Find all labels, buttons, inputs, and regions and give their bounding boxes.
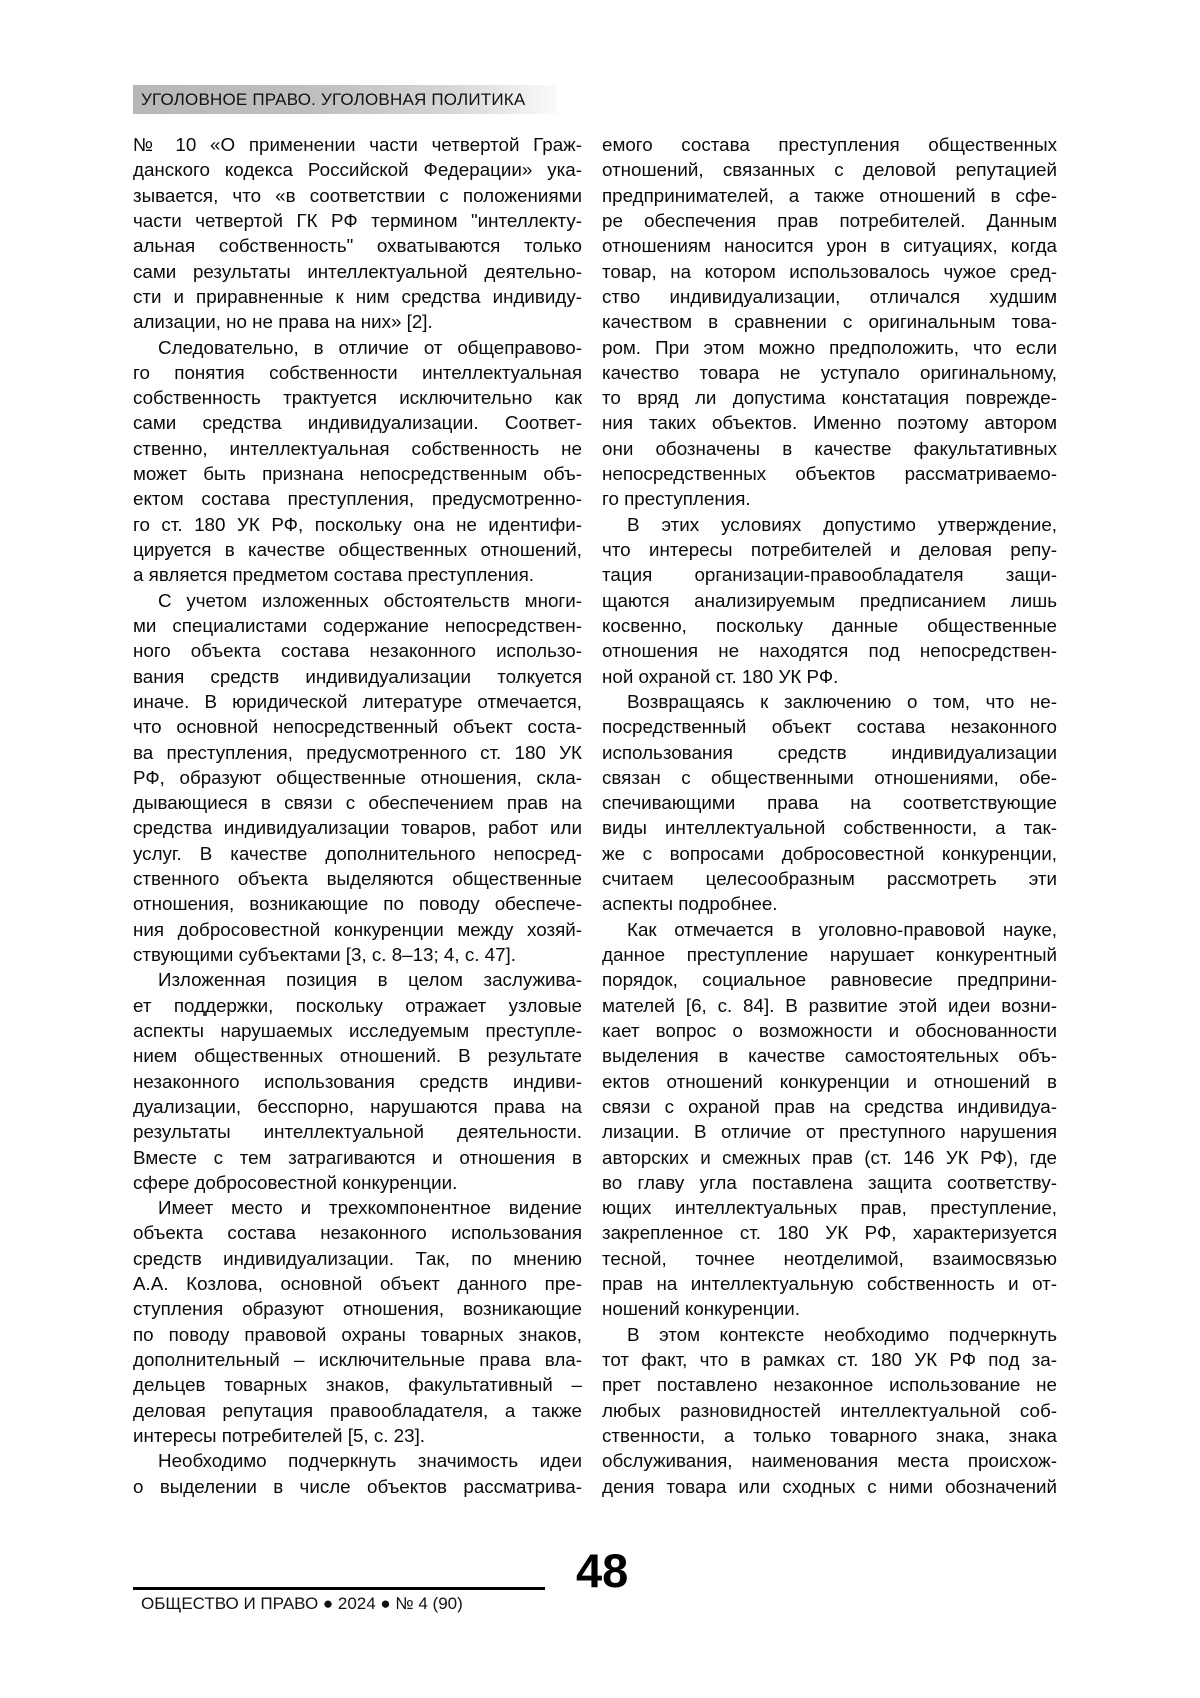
- text-line: средств индивидуализации. Так, по мнению: [133, 1247, 582, 1269]
- text-line: иначе. В юридической литературе отмечается,: [133, 690, 582, 712]
- text-line: вания средств индивидуализации толкуется: [133, 665, 582, 687]
- text-line: отношениям наносится урон в ситуациях, когда: [602, 235, 1057, 257]
- text-line: Возвращаясь к заключению о том, что не-: [627, 690, 1057, 712]
- text-line: Изложенная позиция в целом заслужива-: [158, 969, 582, 991]
- text-line: порядок, социальное равновесие предприни-: [602, 969, 1057, 991]
- text-line: ектов отношений конкуренции и отношений в: [602, 1070, 1057, 1092]
- text-line: использования средств индивидуализации: [602, 741, 1057, 763]
- text-line: сами средства индивидуализации. Соответ-: [133, 412, 582, 434]
- text-line: данского кодекса Российской Федерации» ука-: [133, 159, 582, 181]
- text-line: щаются анализируемым предписанием лишь: [602, 589, 1057, 611]
- text-line: го понятия собственности интеллектуальная: [133, 361, 582, 383]
- right-column: [602, 132, 1057, 1499]
- text-line: Имеет место и трехкомпонентное видение: [158, 1197, 582, 1219]
- text-line: качеством в сравнении с оригинальным това-: [602, 311, 1057, 333]
- text-line: может быть признана непосредственным объ-: [133, 463, 582, 485]
- text-line: аспекты нарушаемых исследуемым преступле-: [133, 1019, 582, 1041]
- text-line: нием общественных отношений. В результате: [133, 1045, 582, 1067]
- text-line: связи с охраной прав на средства индивидуа-: [602, 1095, 1057, 1117]
- text-line: ступления образуют отношения, возникающие: [133, 1298, 582, 1320]
- text-line: объекта состава незаконного использования: [133, 1222, 582, 1244]
- footer-divider: [133, 1587, 545, 1590]
- text-line: сфере добросовестной конкуренции.: [133, 1171, 458, 1193]
- text-line: А.А. Козлова, основной объект данного пре-: [133, 1273, 582, 1295]
- text-line: дельцев товарных знаков, факультативный –: [133, 1374, 582, 1396]
- text-line: Необходимо подчеркнуть значимость идеи: [158, 1450, 582, 1472]
- text-line: предпринимателей, а также отношений в сфе-: [602, 184, 1057, 206]
- text-line: ственно, интеллектуальная собственность не: [133, 437, 582, 459]
- text-line: качество товара не уступало оригинальному,: [602, 361, 1057, 383]
- text-line: услуг. В качестве дополнительного непосред-: [133, 842, 582, 864]
- text-line: незаконного использования средств индиви-: [133, 1070, 582, 1092]
- text-line: Вместе с тем затрагиваются и отношения в: [133, 1146, 582, 1168]
- text-line: интересы потребителей [5, с. 23].: [133, 1424, 426, 1446]
- text-line: лизации. В отличие от преступного нарушения: [602, 1121, 1057, 1143]
- text-line: аспекты подробнее.: [602, 893, 778, 915]
- text-line: закрепленное ст. 180 УК РФ, характеризуется: [602, 1222, 1057, 1244]
- text-line: прет поставлено незаконное использование не: [602, 1374, 1057, 1396]
- text-line: ет поддержки, поскольку отражает узловые: [133, 994, 582, 1016]
- text-line: сти и приравненные к ним средства индивиду-: [133, 285, 582, 307]
- text-line: ного объекта состава незаконного использо-: [133, 640, 582, 662]
- text-line: прав на интеллектуальную собственность и от-: [602, 1273, 1057, 1295]
- text-line: обслуживания, наименования места происхож-: [602, 1450, 1057, 1472]
- text-line: о выделении в числе объектов рассматрива-: [133, 1475, 582, 1497]
- text-line: ектом состава преступления, предусмотренно-: [133, 488, 582, 510]
- text-line: отношений, связанных с деловой репутацией: [602, 159, 1057, 181]
- text-line: то вряд ли допустима констатация поврежде-: [602, 387, 1057, 409]
- text-line: сами результаты интеллектуальной деятельно-: [133, 260, 582, 282]
- text-line: спечивающими права на соответствующие: [602, 792, 1057, 814]
- text-line: дополнительный – исключительные права вла-: [133, 1349, 582, 1370]
- text-line: отношения не находятся под непосредствен-: [602, 640, 1057, 662]
- text-line: по поводу правовой охраны товарных знаков,: [133, 1323, 582, 1345]
- text-line: авторских и смежных прав (ст. 146 УК РФ), где: [602, 1146, 1057, 1168]
- text-line: го преступления.: [602, 488, 751, 510]
- text-line: ношений конкуренции.: [602, 1298, 800, 1320]
- text-line: что основной непосредственный объект соста-: [133, 716, 582, 738]
- text-line: зывается, что «в соответствии с положениями: [133, 184, 582, 206]
- text-line: С учетом изложенных обстоятельств многи-: [158, 589, 582, 611]
- text-line: ния добросовестной конкуренции между хозяй-: [133, 918, 582, 940]
- text-line: выделения в качестве самостоятельных объ-: [602, 1045, 1057, 1067]
- text-line: ственного объекта выделяются общественные: [133, 868, 582, 890]
- text-line: результаты интеллектуальной деятельности.: [133, 1121, 582, 1143]
- left-column: [133, 132, 582, 1499]
- text-line: дуализации, бесспорно, нарушаются права на: [133, 1095, 582, 1117]
- text-line: Как отмечается в уголовно-правовой науке,: [627, 918, 1057, 940]
- section-header: УГОЛОВНОЕ ПРАВО. УГОЛОВНАЯ ПОЛИТИКА: [133, 85, 557, 114]
- text-line: дывающиеся в связи с обеспечением прав на: [133, 792, 582, 814]
- text-line: любых разновидностей интеллектуальной соб-: [602, 1399, 1057, 1421]
- text-line: ва преступления, предусмотренного ст. 180 УК: [133, 741, 582, 763]
- page-number: 48: [576, 1544, 629, 1597]
- text-line: дения товара или сходных с ними обозначений: [602, 1475, 1057, 1497]
- text-line: ствующими субъектами [3, с. 8–13; 4, с. 47].: [133, 944, 516, 965]
- text-line: части четвертой ГК РФ термином "интеллекту-: [133, 209, 582, 231]
- text-line: что интересы потребителей и деловая репу-: [602, 539, 1057, 560]
- text-line: ственности, а только товарного знака, знака: [602, 1424, 1057, 1446]
- text-line: связан с общественными отношениями, обе-: [602, 766, 1057, 788]
- text-line: кает вопрос о возможности и обоснованности: [602, 1019, 1057, 1041]
- text-line: № 10 «О применении части четвертой Граж-: [133, 134, 582, 155]
- journal-footer: ОБЩЕСТВО И ПРАВО ● 2024 ● № 4 (90): [141, 1594, 463, 1613]
- text-line: ре обеспечения прав потребителей. Данным: [602, 209, 1057, 231]
- text-line: а является предметом состава преступления.: [133, 564, 534, 586]
- text-line: емого состава преступления общественных: [602, 134, 1057, 155]
- text-line: тот факт, что в рамках ст. 180 УК РФ под за-: [602, 1349, 1057, 1370]
- text-line: Следовательно, в отличие от общеправово-: [158, 336, 582, 358]
- text-line: го ст. 180 УК РФ, поскольку она не идентифи-: [133, 513, 582, 535]
- text-line: цируется в качестве общественных отношений,: [133, 539, 582, 560]
- text-line: тесной, точнее неотделимой, взаимосвязью: [602, 1247, 1057, 1269]
- text-line: они обозначены в качестве факультативных: [602, 437, 1057, 459]
- text-line: косвенно, поскольку данные общественные: [602, 614, 1057, 636]
- text-line: ром. При этом можно предположить, что если: [602, 336, 1057, 358]
- text-line: деловая репутация правообладателя, а также: [133, 1399, 582, 1421]
- text-line: средства индивидуализации товаров, работ или: [133, 817, 582, 839]
- text-line: отношения, возникающие по поводу обеспече-: [133, 893, 582, 915]
- text-line: тация организации-правообладателя защи-: [602, 564, 1057, 586]
- text-line: альная собственность" охватываются только: [133, 235, 582, 257]
- text-line: во главу угла поставлена защита соответству-: [602, 1171, 1057, 1193]
- text-line: товар, на котором использовалось чужое сред-: [602, 260, 1057, 282]
- text-line: РФ, образуют общественные отношения, скла-: [133, 766, 582, 788]
- text-line: ной охраной ст. 180 УК РФ.: [602, 665, 839, 687]
- text-line: собственность трактуется исключительно как: [133, 387, 582, 409]
- text-line: же с вопросами добросовестной конкуренции,: [602, 842, 1057, 864]
- text-line: ния таких объектов. Именно поэтому автором: [602, 412, 1057, 434]
- text-line: В этом контексте необходимо подчеркнуть: [627, 1323, 1057, 1345]
- text-line: ми специалистами содержание непосредствен-: [133, 614, 582, 636]
- text-line: ализации, но не права на них» [2].: [133, 311, 433, 333]
- text-line: мателей [6, с. 84]. В развитие этой идеи возни-: [602, 994, 1057, 1016]
- text-line: посредственный объект состава незаконного: [602, 716, 1057, 738]
- text-line: В этих условиях допустимо утверждение,: [627, 513, 1057, 535]
- text-line: непосредственных объектов рассматриваемо-: [602, 463, 1057, 485]
- text-line: ство индивидуализации, отличался худшим: [602, 285, 1057, 307]
- text-line: считаем целесообразным рассмотреть эти: [602, 868, 1057, 890]
- text-line: виды интеллектуальной собственности, а так-: [602, 817, 1057, 839]
- text-line: данное преступление нарушает конкурентный: [602, 944, 1057, 965]
- text-line: ющих интеллектуальных прав, преступление,: [602, 1197, 1057, 1219]
